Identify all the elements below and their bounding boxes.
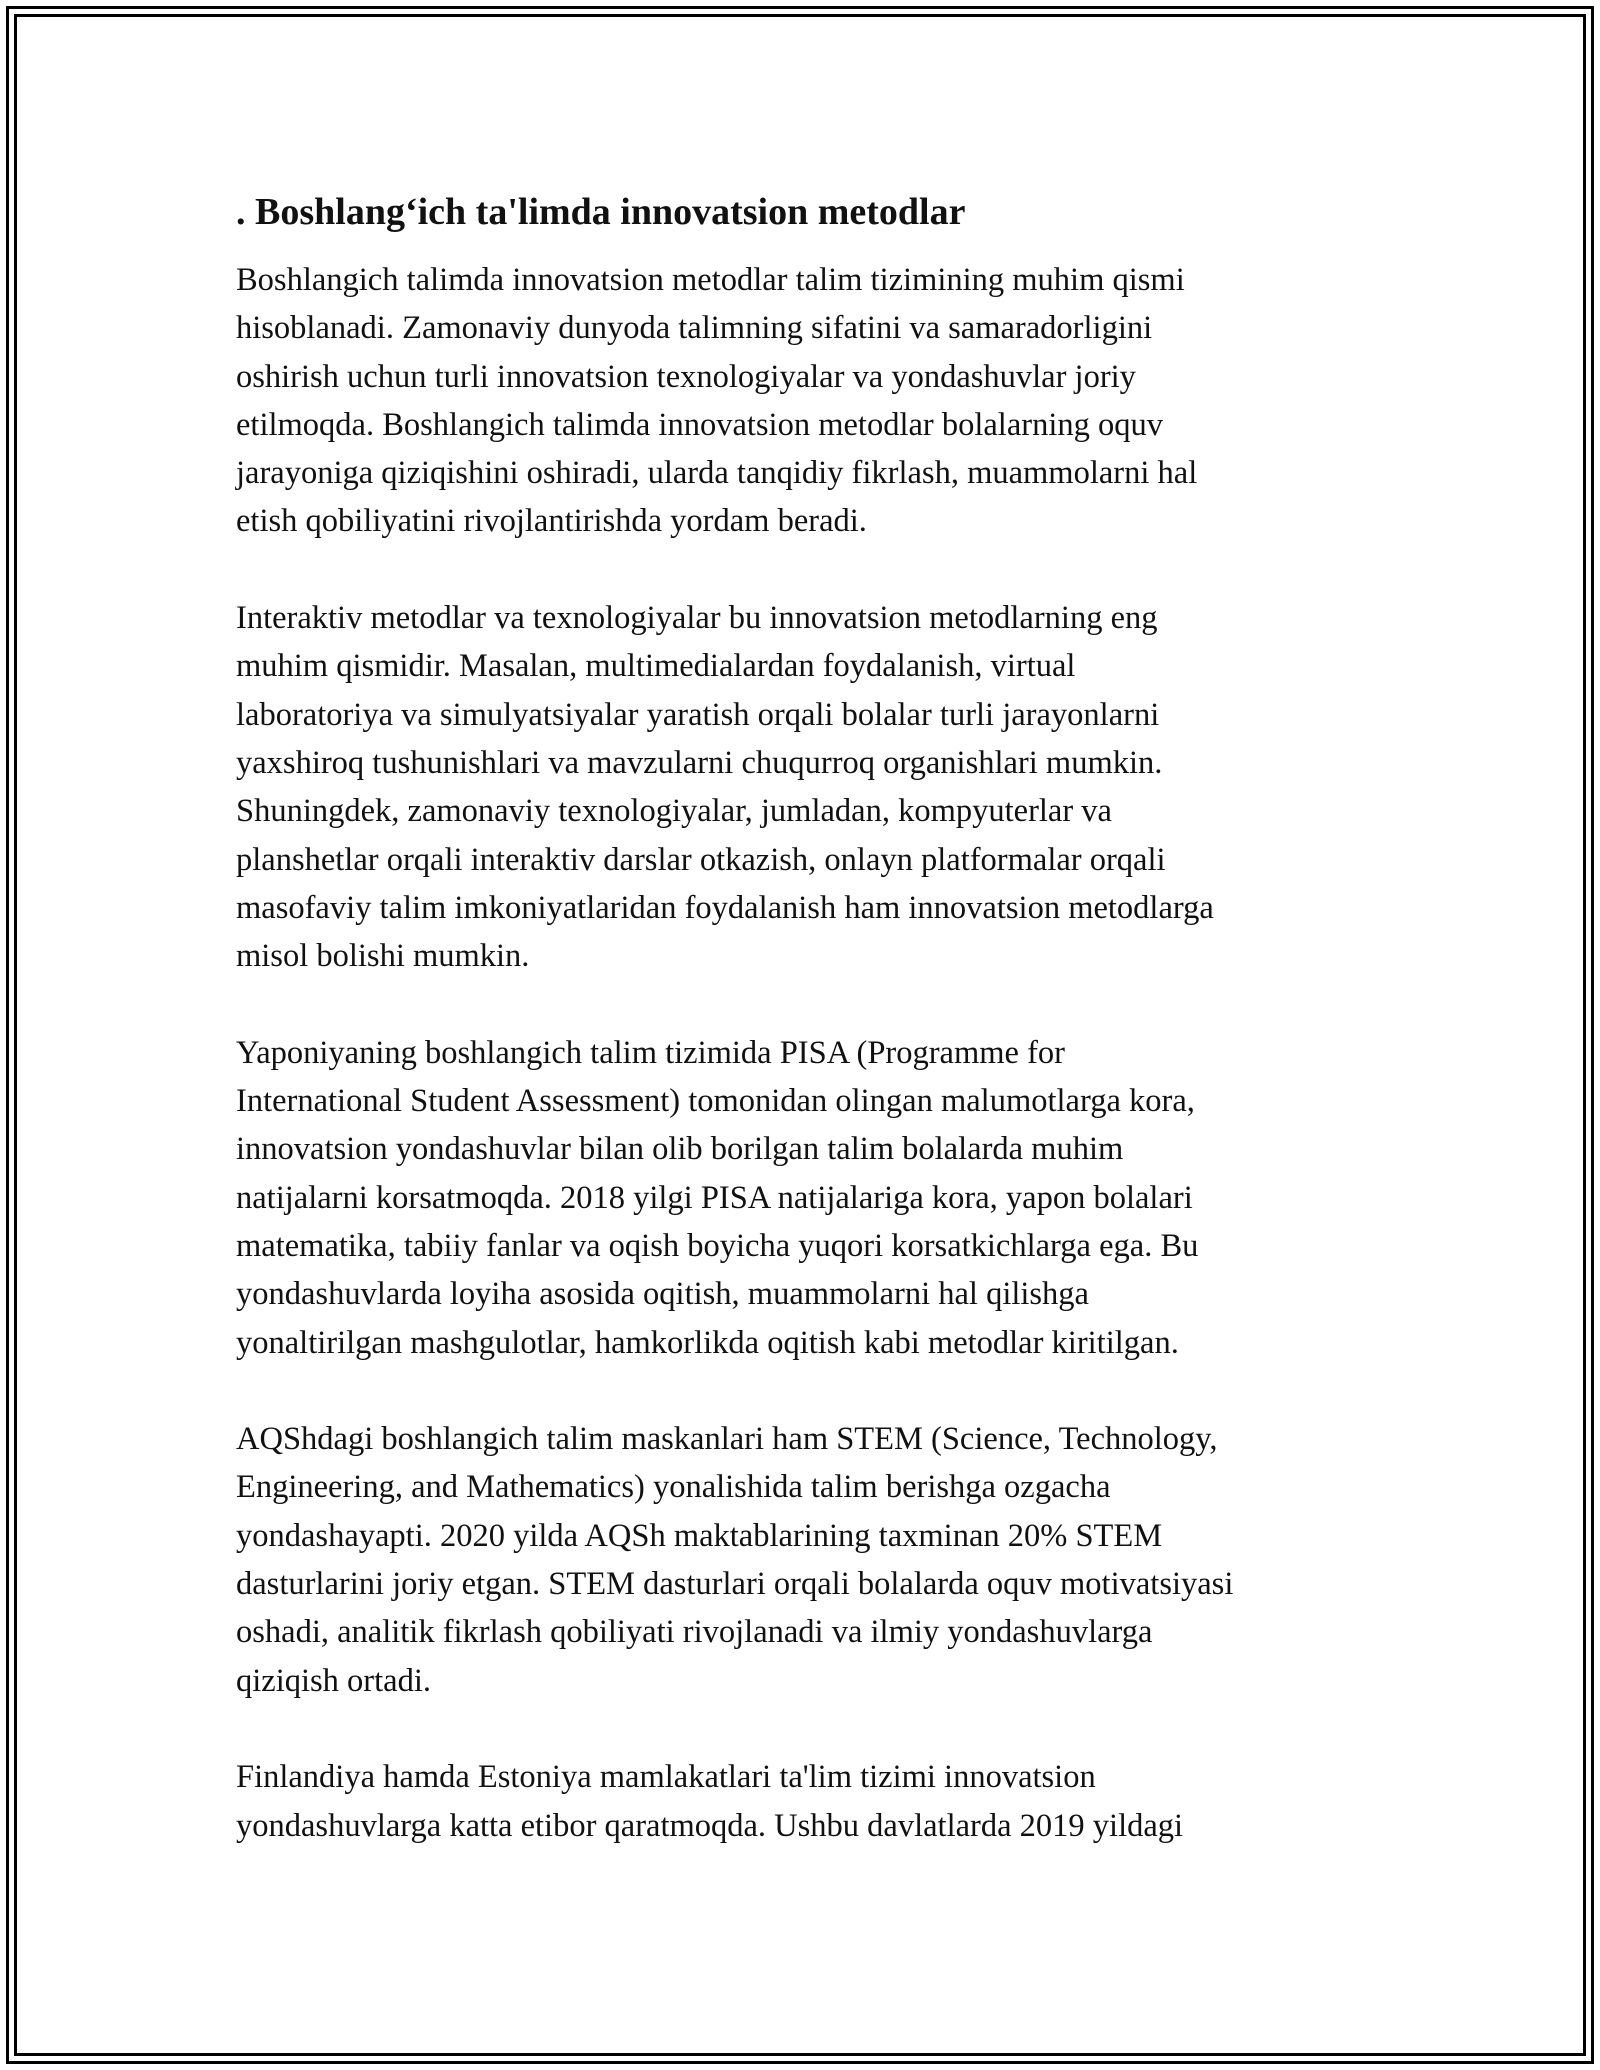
paragraph-line: yondashuvlarga katta etibor qaratmoqda. Ushbu davlatlarda 2019 yildagi: [236, 1807, 1184, 1844]
paragraph-line: yonaltirilgan mashgulotlar, hamkorlikda oqitish kabi metodlar kiritilgan.: [236, 1324, 1179, 1361]
paragraph-line: International Student Assessment) tomonidan olingan malumotlarga kora,: [236, 1083, 1195, 1120]
paragraph: [236, 1415, 1386, 1705]
paragraph-line: natijalarni korsatmoqda. 2018 yilgi PISA natijalariga kora, yapon bolalari: [236, 1179, 1193, 1216]
document-heading: . Boshlang‘ich ta'limda innovatsion metodlar: [236, 191, 966, 233]
paragraph-line: muhim qismidir. Masalan, multimedialardan foydalanish, virtual: [236, 648, 1076, 685]
paragraph-line: etilmoqda. Boshlangich talimda innovatsion metodlar bolalarning oquv: [236, 406, 1163, 443]
paragraph-line: qiziqish ortadi.: [236, 1662, 431, 1699]
paragraph-line: laboratoriya va simulyatsiyalar yaratish orqali bolalar turli jarayonlarni: [236, 696, 1160, 733]
paragraph-line: AQShdagi boshlangich talim maskanlari ham STEM (Science, Technology,: [236, 1421, 1218, 1458]
paragraph-line: innovatsion yondashuvlar bilan olib borilgan talim bolalarda muhim: [236, 1131, 1124, 1168]
paragraph-line: oshirish uchun turli innovatsion texnologiyalar va yondashuvlar joriy: [236, 358, 1136, 395]
paragraph-line: misol bolishi mumkin.: [236, 938, 530, 975]
paragraph-line: yaxshiroq tushunishlari va mavzularni chuqurroq organishlari mumkin.: [236, 744, 1163, 781]
heading-spacer: [236, 240, 1386, 256]
paragraph-line: hisoblanadi. Zamonaviy dunyoda talimning sifatini va samaradorligini: [236, 310, 1153, 347]
paragraph: [236, 1029, 1386, 1367]
paragraph-line: Shuningdek, zamonaviy texnologiyalar, jumladan, kompyuterlar va: [236, 793, 1112, 830]
paragraph-line: yondashayapti. 2020 yilda AQSh maktablarining taxminan 20% STEM: [236, 1517, 1163, 1554]
paragraph-spacer: [236, 1705, 1386, 1753]
paragraph-line: Yaponiyaning boshlangich talim tizimida PISA (Programme for: [236, 1034, 1065, 1071]
paragraph-line: Boshlangich talimda innovatsion metodlar talim tizimining muhim qismi: [236, 262, 1185, 298]
paragraph-line: planshetlar orqali interaktiv darslar otkazish, onlayn platformalar orqali: [236, 841, 1166, 878]
paragraph-spacer: [236, 1367, 1386, 1415]
paragraph: [236, 256, 1386, 546]
paragraph-line: Engineering, and Mathematics) yonalishida talim berishga ozgacha: [236, 1469, 1111, 1506]
paragraph-line: masofaviy talim imkoniyatlaridan foydalanish ham innovatsion metodlarga: [236, 889, 1214, 926]
paragraph: [236, 594, 1386, 980]
paragraph-line: jarayoniga qiziqishini oshiradi, ularda tanqidiy fikrlash, muammolarni hal: [236, 455, 1198, 492]
paragraph-line: etish qobiliyatini rivojlantirishda yordam beradi.: [236, 503, 867, 540]
paragraph-spacer: [236, 980, 1386, 1028]
document-body: [236, 184, 1386, 1850]
paragraph-line: Finlandiya hamda Estoniya mamlakatlari ta'lim tizimi innovatsion: [236, 1759, 1096, 1796]
paragraph-line: oshadi, analitik fikrlash qobiliyati rivojlanadi va ilmiy yondashuvlarga: [236, 1614, 1153, 1651]
paragraph-spacer: [236, 546, 1386, 594]
paragraph: [236, 1753, 1386, 1850]
paragraph-line: dasturlarini joriy etgan. STEM dasturlari orqali bolalarda oquv motivatsiyasi: [236, 1566, 1234, 1603]
paragraph-line: Interaktiv metodlar va texnologiyalar bu innovatsion metodlarning eng: [236, 600, 1158, 637]
paragraph-line: matematika, tabiiy fanlar va oqish boyicha yuqori korsatkichlarga ega. Bu: [236, 1227, 1199, 1264]
paragraph-line: yondashuvlarda loyiha asosida oqitish, muammolarni hal qilishga: [236, 1276, 1089, 1313]
